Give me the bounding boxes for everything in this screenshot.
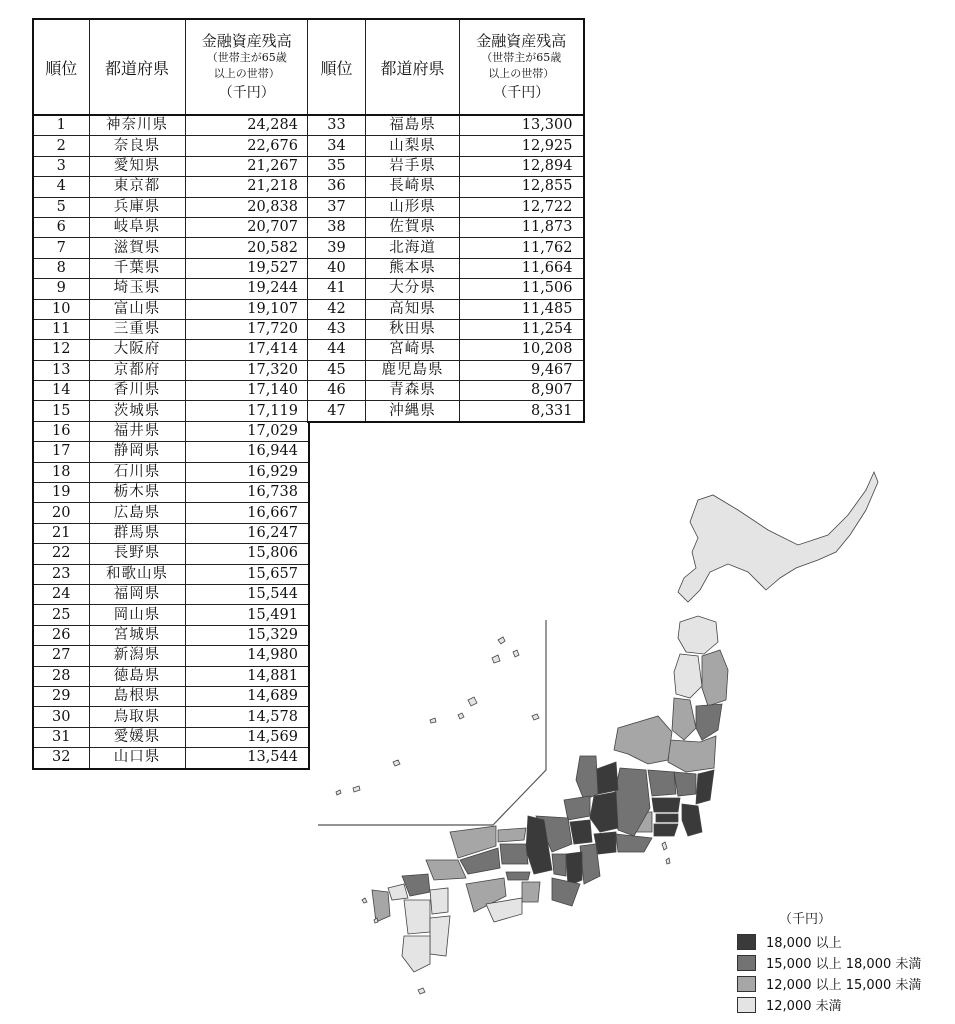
region-miyazaki xyxy=(430,916,450,956)
rank-cell: 34 xyxy=(308,136,366,156)
value-cell: 14,569 xyxy=(185,727,309,747)
prefecture-cell: 沖縄県 xyxy=(366,401,460,422)
prefecture-cell: 千葉県 xyxy=(89,258,185,278)
rank-cell: 37 xyxy=(308,197,366,217)
value-cell: 16,667 xyxy=(185,503,309,523)
legend-label: 18,000 以上 xyxy=(766,936,842,951)
region-kumamoto xyxy=(404,900,430,934)
table-row xyxy=(33,156,309,176)
value-cell: 16,738 xyxy=(185,483,309,503)
value-cell: 15,657 xyxy=(185,564,309,584)
value-cell: 19,527 xyxy=(185,258,309,278)
rank-cell: 14 xyxy=(33,381,89,401)
table-row xyxy=(33,483,309,503)
table-row xyxy=(33,421,309,441)
rank-cell: 3 xyxy=(33,156,89,176)
region-fukushima xyxy=(668,736,716,772)
rank-cell: 11 xyxy=(33,319,89,339)
legend-item xyxy=(737,994,921,1015)
table-row xyxy=(33,115,309,136)
prefecture-cell: 島根県 xyxy=(89,686,185,706)
value-cell: 17,414 xyxy=(185,340,309,360)
prefecture-cell: 和歌山県 xyxy=(89,564,185,584)
rank-cell: 39 xyxy=(308,238,366,258)
region-akita xyxy=(674,654,702,698)
value-cell: 19,107 xyxy=(185,299,309,319)
header-value: 金融資産残高 （世帯主が65歳 以上の世帯） （千円） xyxy=(460,19,584,115)
prefecture-cell: 宮崎県 xyxy=(366,340,460,360)
prefecture-cell: 宮城県 xyxy=(89,625,185,645)
table-row xyxy=(308,299,584,319)
prefecture-cell: 熊本県 xyxy=(366,258,460,278)
table-row xyxy=(33,442,309,462)
legend-swatch xyxy=(737,997,756,1013)
rank-cell: 31 xyxy=(33,727,89,747)
ranking-table-right xyxy=(307,18,585,423)
region-saitama xyxy=(652,798,680,812)
prefecture-cell: 新潟県 xyxy=(89,646,185,666)
rank-cell: 21 xyxy=(33,523,89,543)
region-oita xyxy=(430,888,448,914)
header-prefecture: 都道府県 xyxy=(366,19,460,115)
table-row xyxy=(308,381,584,401)
table-row xyxy=(33,544,309,564)
value-cell: 20,582 xyxy=(185,238,309,258)
rank-cell: 45 xyxy=(308,360,366,380)
value-cell: 17,029 xyxy=(185,421,309,441)
value-cell: 14,881 xyxy=(185,666,309,686)
prefecture-cell: 大阪府 xyxy=(89,340,185,360)
ranking-table-left xyxy=(32,18,310,770)
region-gunma xyxy=(648,770,676,796)
region-aomori xyxy=(678,616,718,654)
table-row xyxy=(33,605,309,625)
prefecture-cell: 福岡県 xyxy=(89,584,185,604)
legend-label: 12,000 以上 15,000 未満 xyxy=(766,978,922,993)
legend-label: 15,000 以上 18,000 未満 xyxy=(766,957,922,972)
table-row xyxy=(308,156,584,176)
value-cell: 16,247 xyxy=(185,523,309,543)
rank-cell: 25 xyxy=(33,605,89,625)
rank-cell: 13 xyxy=(33,360,89,380)
header-rank: 順位 xyxy=(33,19,89,115)
table-row xyxy=(33,666,309,686)
prefecture-cell: 香川県 xyxy=(89,381,185,401)
region-aichi xyxy=(594,832,616,854)
value-cell: 12,925 xyxy=(460,136,584,156)
value-cell: 15,544 xyxy=(185,584,309,604)
prefecture-cell: 高知県 xyxy=(366,299,460,319)
rank-cell: 46 xyxy=(308,381,366,401)
region-shiga xyxy=(570,820,592,844)
prefecture-cell: 兵庫県 xyxy=(89,197,185,217)
prefecture-cell: 石川県 xyxy=(89,462,185,482)
rank-cell: 28 xyxy=(33,666,89,686)
region-kagawa xyxy=(506,872,530,880)
value-cell: 17,320 xyxy=(185,360,309,380)
prefecture-cell: 北海道 xyxy=(366,238,460,258)
okinawa-islands xyxy=(336,637,519,795)
rank-cell: 42 xyxy=(308,299,366,319)
table-row xyxy=(33,217,309,237)
prefecture-cell: 山口県 xyxy=(89,748,185,769)
rank-cell: 35 xyxy=(308,156,366,176)
prefecture-cell: 奈良県 xyxy=(89,136,185,156)
value-cell: 21,267 xyxy=(185,156,309,176)
prefecture-cell: 秋田県 xyxy=(366,319,460,339)
table-row xyxy=(308,177,584,197)
rank-cell: 4 xyxy=(33,177,89,197)
table-row xyxy=(33,686,309,706)
table-row xyxy=(33,462,309,482)
value-cell: 16,944 xyxy=(185,442,309,462)
legend-swatch xyxy=(737,934,756,950)
value-cell: 11,506 xyxy=(460,279,584,299)
table-row xyxy=(308,401,584,422)
value-cell: 24,284 xyxy=(185,115,309,136)
table-row xyxy=(308,197,584,217)
rank-cell: 18 xyxy=(33,462,89,482)
region-ishikawa xyxy=(576,756,598,800)
rank-cell: 47 xyxy=(308,401,366,422)
table-row xyxy=(308,360,584,380)
rank-cell: 24 xyxy=(33,584,89,604)
legend-label: 12,000 未満 xyxy=(766,999,842,1014)
value-cell: 17,720 xyxy=(185,319,309,339)
prefecture-cell: 岐阜県 xyxy=(89,217,185,237)
rank-cell: 9 xyxy=(33,279,89,299)
prefecture-cell: 鳥取県 xyxy=(89,707,185,727)
rank-cell: 16 xyxy=(33,421,89,441)
region-shizuoka xyxy=(616,834,652,852)
prefecture-cell: 神奈川県 xyxy=(89,115,185,136)
prefecture-cell: 福井県 xyxy=(89,421,185,441)
table-row xyxy=(308,340,584,360)
value-cell: 8,907 xyxy=(460,381,584,401)
region-yamagata xyxy=(672,698,696,740)
region-osaka xyxy=(552,854,566,876)
rank-cell: 8 xyxy=(33,258,89,278)
table-row xyxy=(33,177,309,197)
value-cell: 12,894 xyxy=(460,156,584,176)
region-tokushima xyxy=(522,882,540,902)
value-cell: 11,254 xyxy=(460,319,584,339)
rank-cell: 38 xyxy=(308,217,366,237)
region-hokkaido xyxy=(678,472,878,602)
value-cell: 16,929 xyxy=(185,462,309,482)
header-rank: 順位 xyxy=(308,19,366,115)
value-cell: 11,873 xyxy=(460,217,584,237)
table-row xyxy=(33,584,309,604)
prefecture-cell: 佐賀県 xyxy=(366,217,460,237)
rank-cell: 27 xyxy=(33,646,89,666)
value-cell: 9,467 xyxy=(460,360,584,380)
rank-cell: 2 xyxy=(33,136,89,156)
prefecture-cell: 大分県 xyxy=(366,279,460,299)
prefecture-cell: 青森県 xyxy=(366,381,460,401)
prefecture-cell: 徳島県 xyxy=(89,666,185,686)
table-row xyxy=(33,258,309,278)
value-cell: 11,664 xyxy=(460,258,584,278)
rank-cell: 30 xyxy=(33,707,89,727)
value-cell: 14,578 xyxy=(185,707,309,727)
table-header-row xyxy=(33,19,309,115)
table-row xyxy=(33,340,309,360)
rank-cell: 44 xyxy=(308,340,366,360)
prefecture-cell: 三重県 xyxy=(89,319,185,339)
prefecture-cell: 愛媛県 xyxy=(89,727,185,747)
region-yamaguchi xyxy=(426,860,466,880)
region-mie xyxy=(580,844,600,884)
value-cell: 13,544 xyxy=(185,748,309,769)
value-cell: 15,329 xyxy=(185,625,309,645)
map-legend xyxy=(737,908,921,1015)
prefecture-cell: 栃木県 xyxy=(89,483,185,503)
prefecture-cell: 埼玉県 xyxy=(89,279,185,299)
table-row xyxy=(33,238,309,258)
table-row xyxy=(308,319,584,339)
rank-cell: 23 xyxy=(33,564,89,584)
rank-cell: 36 xyxy=(308,177,366,197)
value-cell: 15,806 xyxy=(185,544,309,564)
value-cell: 20,838 xyxy=(185,197,309,217)
rank-cell: 1 xyxy=(33,115,89,136)
rank-cell: 6 xyxy=(33,217,89,237)
rank-cell: 15 xyxy=(33,401,89,421)
prefecture-cell: 滋賀県 xyxy=(89,238,185,258)
table-row xyxy=(33,707,309,727)
prefecture-cell: 岡山県 xyxy=(89,605,185,625)
table-row xyxy=(33,360,309,380)
legend-swatch xyxy=(737,976,756,992)
legend-item xyxy=(737,931,921,952)
value-cell: 10,208 xyxy=(460,340,584,360)
table-row xyxy=(308,115,584,136)
rank-cell: 7 xyxy=(33,238,89,258)
value-cell: 11,762 xyxy=(460,238,584,258)
region-okayama xyxy=(500,844,528,864)
prefecture-cell: 福島県 xyxy=(366,115,460,136)
table-row xyxy=(33,197,309,217)
region-nagasaki xyxy=(372,890,390,922)
table-row xyxy=(33,279,309,299)
region-tochigi xyxy=(674,772,696,796)
rank-cell: 17 xyxy=(33,442,89,462)
prefecture-cell: 群馬県 xyxy=(89,523,185,543)
header-value: 金融資産残高 （世帯主が65歳 以上の世帯） （千円） xyxy=(185,19,309,115)
header-prefecture: 都道府県 xyxy=(89,19,185,115)
region-tottori xyxy=(498,828,526,842)
value-cell: 14,689 xyxy=(185,686,309,706)
value-cell: 8,331 xyxy=(460,401,584,422)
value-cell: 15,491 xyxy=(185,605,309,625)
value-cell: 12,722 xyxy=(460,197,584,217)
value-cell: 14,980 xyxy=(185,646,309,666)
region-chiba xyxy=(682,804,702,836)
rank-cell: 43 xyxy=(308,319,366,339)
value-cell: 11,485 xyxy=(460,299,584,319)
value-cell: 19,244 xyxy=(185,279,309,299)
table-row xyxy=(33,564,309,584)
region-kagoshima xyxy=(402,936,430,972)
table-row xyxy=(308,258,584,278)
rank-cell: 12 xyxy=(33,340,89,360)
table-row xyxy=(33,503,309,523)
rank-cell: 10 xyxy=(33,299,89,319)
region-niigata xyxy=(614,716,672,764)
rank-cell: 20 xyxy=(33,503,89,523)
value-cell: 17,140 xyxy=(185,381,309,401)
region-saga xyxy=(388,884,408,900)
prefecture-cell: 山梨県 xyxy=(366,136,460,156)
table-row xyxy=(308,136,584,156)
region-gifu xyxy=(590,792,618,832)
value-cell: 13,300 xyxy=(460,115,584,136)
region-ibaraki xyxy=(696,770,714,804)
region-miyagi xyxy=(696,704,722,740)
table-row xyxy=(33,136,309,156)
prefecture-cell: 京都府 xyxy=(89,360,185,380)
value-cell: 17,119 xyxy=(185,401,309,421)
region-kanagawa xyxy=(654,824,678,836)
rank-cell: 26 xyxy=(33,625,89,645)
rank-cell: 41 xyxy=(308,279,366,299)
prefecture-cell: 岩手県 xyxy=(366,156,460,176)
rank-cell: 32 xyxy=(33,748,89,769)
table-row xyxy=(33,381,309,401)
table-row xyxy=(308,217,584,237)
rank-cell: 22 xyxy=(33,544,89,564)
prefecture-cell: 鹿児島県 xyxy=(366,360,460,380)
region-tokyo xyxy=(656,814,678,822)
legend-item xyxy=(737,952,921,973)
table-row xyxy=(33,319,309,339)
prefecture-cell: 愛知県 xyxy=(89,156,185,176)
value-cell: 12,855 xyxy=(460,177,584,197)
table-row xyxy=(33,748,309,769)
prefecture-cell: 長崎県 xyxy=(366,177,460,197)
region-iwate xyxy=(702,650,728,706)
rank-cell: 29 xyxy=(33,686,89,706)
rank-cell: 19 xyxy=(33,483,89,503)
table-row xyxy=(33,646,309,666)
value-cell: 21,218 xyxy=(185,177,309,197)
value-cell: 20,707 xyxy=(185,217,309,237)
legend-swatch xyxy=(737,955,756,971)
legend-item xyxy=(737,973,921,994)
table-row xyxy=(33,523,309,543)
region-nara xyxy=(566,852,582,886)
table-row xyxy=(308,279,584,299)
table-row xyxy=(33,401,309,421)
prefecture-cell: 茨城県 xyxy=(89,401,185,421)
region-fukui xyxy=(564,796,590,820)
table-header-row xyxy=(308,19,584,115)
prefecture-cell: 山形県 xyxy=(366,197,460,217)
rank-cell: 5 xyxy=(33,197,89,217)
value-cell: 22,676 xyxy=(185,136,309,156)
table-row xyxy=(308,238,584,258)
prefecture-cell: 富山県 xyxy=(89,299,185,319)
table-row xyxy=(33,727,309,747)
prefecture-cell: 広島県 xyxy=(89,503,185,523)
table-row xyxy=(33,299,309,319)
prefecture-cell: 長野県 xyxy=(89,544,185,564)
prefecture-cell: 東京都 xyxy=(89,177,185,197)
table-row xyxy=(33,625,309,645)
rank-cell: 33 xyxy=(308,115,366,136)
prefecture-cell: 静岡県 xyxy=(89,442,185,462)
legend-title: （千円） xyxy=(779,912,832,927)
rank-cell: 40 xyxy=(308,258,366,278)
